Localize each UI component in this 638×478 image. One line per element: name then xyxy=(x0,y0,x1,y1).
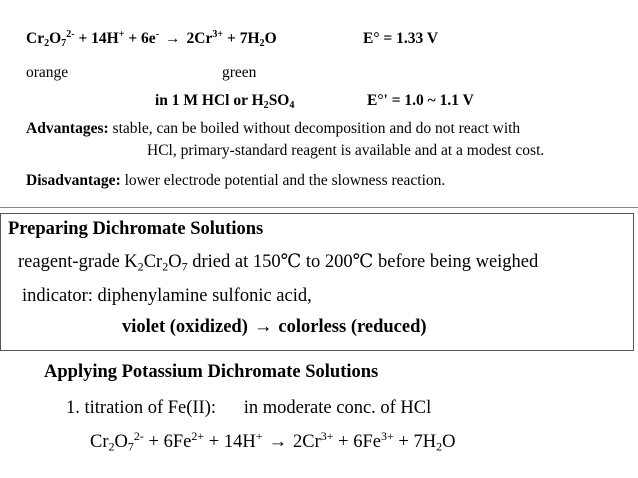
advantages-line-1: Advantages: stable, can be boiled without decomposition and do not react with xyxy=(26,120,521,137)
color-orange-label: orange xyxy=(26,64,69,81)
advantages-line-2: HCl, primary-standard reagent is available and at a modest cost. xyxy=(147,142,545,159)
indicator-line: indicator: diphenylamine sulfonic acid, xyxy=(22,286,312,306)
acid-medium: in 1 M HCl or $H_2SO_4$ xyxy=(155,92,295,112)
reaction-arrow: → xyxy=(165,30,181,47)
iron-titration-equation: $Cr_2O_7^{2-} + 6Fe^{2+} + 14H^+ \to 2Cr^{3+} + 6Fe^{3+} + 7H_2O$ xyxy=(90,428,456,454)
preparing-heading: Preparing Dichromate Solutions xyxy=(8,219,264,239)
indicator-color-change: violet (oxidized) → colorless (reduced) xyxy=(122,317,427,337)
standard-potential: E° = 1.33 V xyxy=(363,30,439,47)
titration-line: 1. titration of Fe(II): in moderate conc. of HCl xyxy=(66,398,432,418)
divider-rule xyxy=(0,207,638,208)
arrow-icon: → xyxy=(253,317,273,337)
disadvantage-line: Disadvantage: lower electrode potential and the slowness reaction. xyxy=(26,172,446,189)
applying-heading: Applying Potassium Dichromate Solutions xyxy=(44,362,379,382)
reaction-arrow: → xyxy=(268,432,287,452)
color-green-label: green xyxy=(222,64,257,81)
formal-potential: E°' = 1.0 ~ 1.1 V xyxy=(367,92,474,109)
reagent-line: reagent-grade $K_2Cr_2O_7$ dried at 150℃ to 200℃ before being weighed xyxy=(18,252,539,274)
dichromate-half-reaction: $Cr_2O_7^{2-} + 14H^+ + 6e^- \to 2Cr^{3+} + 7H_2O$ xyxy=(26,28,277,50)
